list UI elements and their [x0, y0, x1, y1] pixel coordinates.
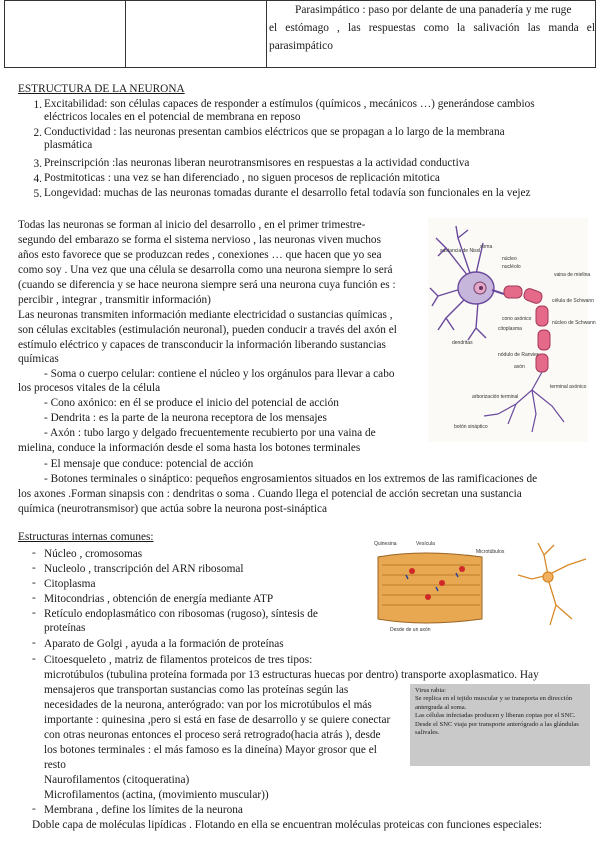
list-item: Conductividad : las neuronas presentan cambios eléctricos que se propagan a lo largo de la membrana — [44, 126, 505, 138]
list-number: 4. — [33, 173, 42, 185]
virus-note-line: Las células infectadas producen y liberan copias por el SNC. — [415, 712, 576, 720]
part-line: química (neurotransmisor) que actúa sobre la neurona post-sináptica — [18, 503, 327, 515]
cito-line: Microfilamentos (actina, (movimiento muscular)) — [44, 789, 269, 801]
list-item: eléctricos locales en el potencial de membrana en reposo — [44, 111, 301, 123]
cito-line: microtúbulos (tubulina proteína formada por 13 estructuras huecas por dentro) transporte axoplasmatico. Hay — [44, 669, 539, 681]
label-ranvier: nódulo de Ranvier — [498, 352, 539, 358]
cito-line: necesidades de la neurona, anterógrado: van por los microtúbulos el más — [44, 699, 372, 711]
label-dendritas: dendritas — [452, 340, 473, 346]
cito-line: mensajeros que transportan sustancias como las proteínas según las — [44, 684, 349, 696]
list-item: Citoplasma — [44, 578, 96, 590]
label-schwann: célula de Schwann — [552, 298, 594, 304]
label-arborizacion: arborización terminal — [472, 394, 519, 400]
document-page: Parasimpático : paso por delante de una panadería y me ruge el estómago , las respuestas como la salivación las manda el parasimpático ESTRUCTURA DE LA NEURONA 1. Excitabilidad: son células capaces de responder a estímulos (químicos , mecánicos …) generándose cambios eléctricos locales en el potencial de membrana en reposo 2. Conductividad : las neuronas presentan cambios eléctricos que se propagan a lo largo de la membrana plasmática 3. Preinscripción :las neuronas liberan neurotransmisores en respuestas a la actividad conductiva 4. Postmitoticas : una vez se han diferenciado , no siguen procesos de replicación mitotica 5. Longevidad: muchas de las neuronas tomadas durante el desarrollo fetal todavía son funcionales en la vejez Todas las neuronas se forman al inicio del desarrollo , en el primer trimestre- segundo del embarazo se forma el sistema nervioso , las neuronas viven muchos años esto favorece que se produzcan redes , conexiones … que hacen que yo sea como soy . Una vez que una célula se desarrolla como una neurona siempre lo será (cuando se diferencia y se hace neurona siempre será una neurona cuya función es : percibir , integrar , transmitir información) Las neuronas transmiten información mediante electricidad o sustancias químicas , son células excitables (estimulación neuronal), pueden conducir a través del axón el estímulo eléctrico y capaces de transconducir la información liberando sustancias químicas - Soma o cuerpo celular: contiene el núcleo y los orgánulos para llevar a cabo los procesos vitales de la célula - Cono axónico: en él se produce el inicio del potencial de acción - Dendrita : es la parte de la neurona receptora de los mensajes - Axón : tubo largo y delgado frecuentemente recubierto por una vaina de mielina, conduce la información desde el soma hasta los botones terminales - El mensaje que conduce: potencial de acción - Botones terminales o sináptico: pequeños engrosamientos situados en los extremos de las ramificaciones de los axones .Forman sinapsis con : dendritas o soma . Cuando llega el potencial de acción secretan una sustancia química (neurotransmisor) que actúa sobre la neurona post-sináptica sustancia de Nissl soma núcleo nucléolo cono axónico vaina de mielina citoplasma célula de Schwann núcleo de Schwann dendritas nódulo de Ranvier axón terminal axónico arborización terminal botón sináptico Estructuras internas comunes: - Núcleo , cromosomas - Nucleolo , transcripción del ARN ribosomal - Citoplasma - Mitocondrias , obtención de energía mediante ATP - Retículo endoplasmático con ribosomas (rugoso), síntesis de proteínas - Aparato de Golgi , ayuda a la formación de proteínas - Citoesqueleto , matriz de filamentos proteicos de tres tipos: Quinesina Vesícula Microtúbulos Desde de un axón microtúbulos (tubulina proteína formada por 13 estructuras huecas por dentro) transporte axoplasmatico. Hay mensajeros que transportan sustancias como las proteínas según las necesidades de la neurona, anterógrado: van por los microtúbulos el más importante : quinesina ,pero si está en fase de desarrollo y se quiere conectar con otras neuronas entonces el proceso será retrogrado(hacia atrás ), desde los botones terminales : el más famoso es la dineína) Mayor grosor que el resto Naurofilamentos (citoqueratina) Microfilamentos (actina, (movimiento muscular)) - Membrana , define los límites de la neurona Doble capa de moléculas lipídicas . Flotando en ella se encuentran moléculas proteicas con funciones especiales: Virus rabia: Se replica en el tejido muscular y se transporta en dirección antergrada al soma. Las células infectadas producen y liberan copias por el SNC. Desde el SNC viaja por transporte anterógrado a las glándulas salivales. — [0, 0, 600, 848]
cito-line: Naurofilamentos (citoqueratina) — [44, 774, 190, 786]
list-number: 1. — [33, 99, 42, 111]
label-terminal: terminal axónico — [550, 384, 587, 390]
list-item: Preinscripción :las neuronas liberan neurotransmisores en respuestas a la actividad conductiva — [44, 157, 470, 169]
list-item: Aparato de Golgi , ayuda a la formación de proteínas — [44, 638, 284, 650]
paragraph-line: como soy . Una vez que una célula se desarrolla como una neurona siempre lo será — [18, 264, 393, 276]
part-line: - Cono axónico: en él se produce el inicio del potencial de acción — [44, 397, 339, 409]
cito-line: los botones terminales : el más famoso es la dineína) Mayor grosor que el — [44, 744, 377, 756]
paragraph-line: son células excitables (estimulación neuronal), pueden conducir a través del axón el — [18, 324, 397, 336]
top-table — [4, 0, 596, 68]
list-item: Retículo endoplasmático con ribosomas (rugoso), síntesis de — [44, 608, 318, 620]
label-nissl: sustancia de Nissl — [440, 248, 481, 254]
label-nucleolo: nucléolo — [502, 264, 521, 270]
list-item: Citoesqueleto , matriz de filamentos proteicos de tres tipos: — [44, 654, 313, 666]
label-boton: botón sináptico — [454, 424, 488, 430]
part-line: los procesos vitales de la célula — [18, 382, 161, 394]
list-number: 3. — [33, 158, 42, 170]
list-item: Mitocondrias , obtención de energía mediante ATP — [44, 593, 274, 605]
paragraph-line: percibir , integrar , transmitir información) — [18, 294, 211, 306]
table-text: el estómago , las respuestas como la salivación las manda el — [269, 22, 595, 34]
list-item: Postmitoticas : una vez se han diferenciado , no siguen procesos de replicación mitotica — [44, 172, 440, 184]
list-item: Núcleo , cromosomas — [44, 548, 143, 560]
axon-segment — [378, 553, 482, 623]
paragraph-line: químicas — [18, 353, 59, 365]
part-line: - Dendrita : es la parte de la neurona receptora de los mensajes — [44, 412, 327, 424]
section-heading: ESTRUCTURA DE LA NEURONA — [18, 83, 185, 95]
cito-line: importante : quinesina ,pero si está en fase de desarrollo y se quiere conectar — [44, 714, 391, 726]
part-line: - Axón : tubo largo y delgado frecuentemente recubierto por una vaina de — [44, 427, 376, 439]
label-microtubulos: Microtúbulos — [476, 549, 505, 555]
paragraph-line: años esto favorece que se produzcan redes , conexiones … que hacen que yo sea — [18, 249, 382, 261]
paragraph-line: Las neuronas transmiten información mediante electricidad o sustancias químicas , — [18, 309, 393, 321]
part-line: los axones .Forman sinapsis con : dendritas o soma . Cuando llega el potencial de acción secretan una sustancia — [18, 488, 522, 500]
paragraph-line: estímulo eléctrico y capaces de transconducir la información liberando sustancias — [18, 339, 386, 351]
label-citoplasma: citoplasma — [498, 326, 522, 332]
part-line: - El mensaje que conduce: potencial de acción — [44, 458, 254, 470]
virus-note-line: Desde el SNC viaja por transporte anterógrado a las glándulas salivales. — [415, 720, 579, 737]
list-item: proteínas — [44, 622, 86, 634]
list-number: 5. — [33, 188, 42, 200]
virus-note-title: Virus rabia: — [415, 687, 446, 694]
list-item: Excitabilidad: son células capaces de responder a estímulos (químicos , mecánicos …) generándose cambios — [44, 98, 535, 110]
table-text: Parasimpático : paso por delante de una panadería y me ruge — [295, 4, 572, 16]
paragraph-line: Doble capa de moléculas lipídicas . Flotando en ella se encuentran moléculas proteicas con funciones especiales: — [32, 819, 543, 831]
label-vesicula: Vesícula — [416, 541, 435, 547]
label-cono: cono axónico — [502, 316, 532, 322]
label-nucleo: núcleo — [502, 256, 517, 262]
table-cell-3 — [267, 1, 596, 68]
list-item: Longevidad: muchas de las neuronas tomadas durante el desarrollo fetal todavía son funcionales en la vejez — [44, 187, 531, 199]
cito-line: resto — [44, 759, 66, 771]
nucleolus-shape — [479, 286, 483, 290]
part-line: - Soma o cuerpo celular: contiene el núcleo y los orgánulos para llevar a cabo — [44, 368, 395, 380]
list-item: Nucleolo , transcripción del ARN ribosomal — [44, 563, 244, 575]
section-heading-2: Estructuras internas comunes: — [18, 531, 154, 543]
part-line: mielina, conduce la información desde el soma hasta los botones terminales — [18, 442, 361, 454]
label-vaina: vaina de mielina — [554, 272, 591, 278]
neuron-illustration — [428, 218, 596, 442]
list-item: Membrana , define los límites de la neurona — [44, 804, 243, 816]
paragraph-line: (cuando se diferencia y se hace neurona siempre será una neurona cuya función es : — [18, 279, 396, 291]
label-axon: axón — [514, 364, 525, 370]
list-item: plasmática — [44, 139, 93, 151]
table-text: parasimpático — [269, 40, 333, 52]
part-line: - Botones terminales o sináptico: pequeños engrosamientos situados en los extremos de las ramificaciones de — [44, 473, 538, 485]
table-cell-1 — [5, 1, 126, 68]
list-number: 2. — [33, 127, 42, 139]
virus-note-box — [410, 684, 590, 766]
paragraph-line: Todas las neuronas se forman al inicio del desarrollo , en el primer trimestre- — [18, 219, 366, 231]
cito-line: con otras neuronas entonces el proceso será retrogrado(hacia atrás ), desde — [44, 729, 381, 741]
figure-caption: Desde de un axón — [390, 627, 431, 633]
table-cell-2 — [126, 1, 267, 68]
label-soma: soma — [480, 244, 493, 250]
axon-transport-illustration — [372, 535, 594, 635]
paragraph-line: segundo del embarazo se forma el sistema nervioso , las neuronas viven muchos — [18, 234, 381, 246]
label-nucleo-schwann: núcleo de Schwann — [552, 320, 596, 326]
label-quinesina: Quinesina — [374, 541, 397, 547]
virus-note-line: Se replica en el tejido muscular y se transporta en dirección antergrada al soma. — [415, 695, 573, 711]
